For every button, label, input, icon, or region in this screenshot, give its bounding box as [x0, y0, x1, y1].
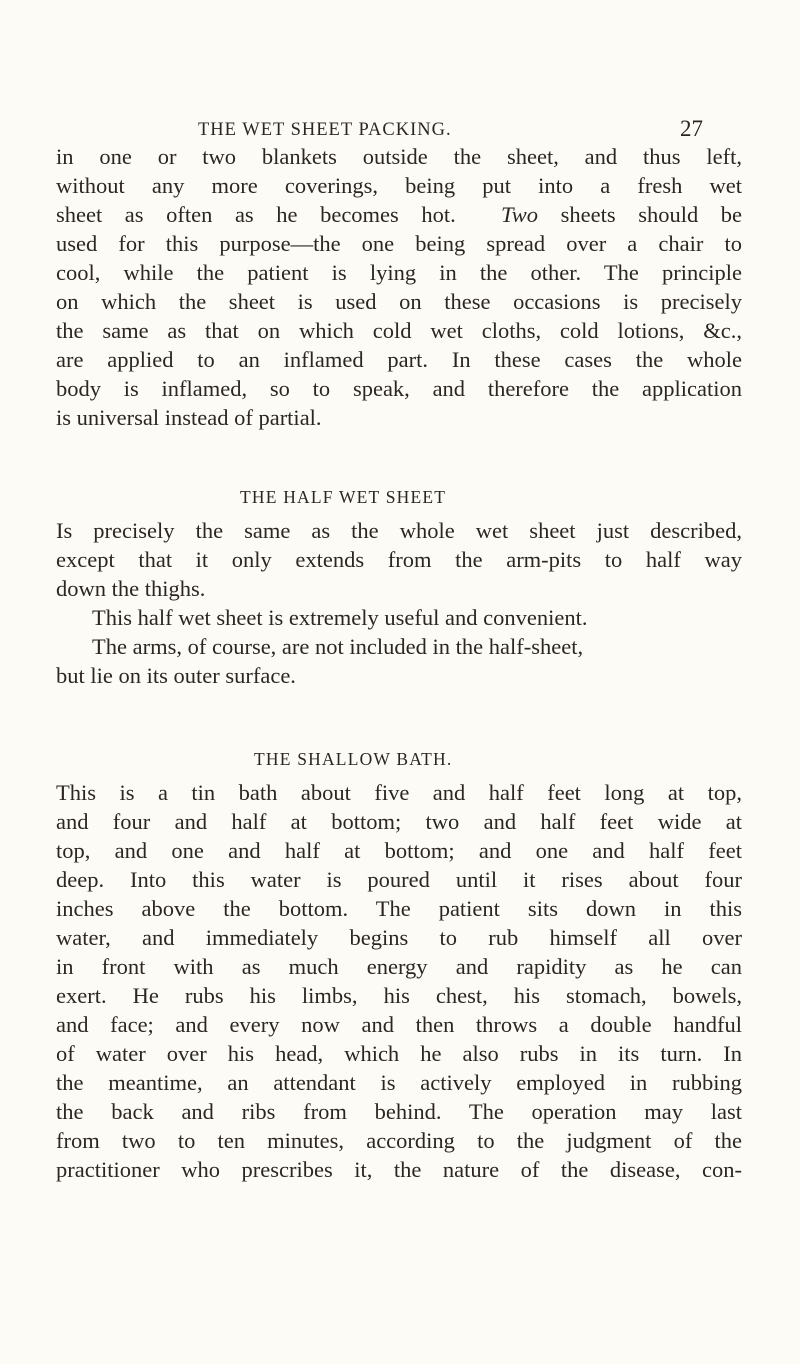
- text-line: [56, 200, 742, 229]
- text-line: used for this purpose—the one being spread over a chair to: [56, 231, 742, 256]
- text-line: This half wet sheet is extremely useful and convenient.: [92, 605, 588, 630]
- section-heading: THE HALF WET SHEET: [240, 487, 447, 507]
- text-segment: sheets should be: [560, 202, 743, 227]
- text-line: top, and one and half at bottom; and one and half feet: [56, 838, 742, 863]
- text-line: Is precisely the same as the whole wet sheet just described,: [56, 518, 742, 543]
- text-line: body is inflamed, so to speak, and therefore the application: [56, 376, 742, 401]
- text-line: and four and half at bottom; two and half feet wide at: [56, 809, 742, 834]
- text-line: exert. He rubs his limbs, his chest, his stomach, bowels,: [56, 983, 742, 1008]
- text-line: This is a tin bath about five and half feet long at top,: [56, 780, 742, 805]
- paragraph-continuation: [56, 142, 742, 432]
- text-line: without any more coverings, being put into a fresh wet: [56, 173, 742, 198]
- section-heading: THE SHALLOW BATH.: [254, 749, 453, 769]
- text-line: water, and immediately begins to rub himself all over: [56, 925, 742, 950]
- text-line: The arms, of course, are not included in the half-sheet,: [92, 634, 584, 659]
- text-line: but lie on its outer surface.: [56, 663, 296, 688]
- text-line: in front with as much energy and rapidity as he can: [56, 954, 742, 979]
- text-line: down the thighs.: [56, 576, 206, 601]
- paragraph-shallow-bath: [56, 778, 742, 1184]
- text-line: in one or two blankets outside the sheet, and thus left,: [56, 144, 742, 169]
- paragraph-half-wet-sheet: [56, 516, 742, 690]
- running-title: THE WET SHEET PACKING.: [198, 120, 452, 140]
- text-line: is universal instead of partial.: [56, 405, 322, 430]
- text-line: the meantime, an attendant is actively employed in rubbing: [56, 1070, 742, 1095]
- text-line: from two to ten minutes, according to the judgment of the: [56, 1128, 742, 1153]
- text-line: the same as that on which cold wet cloths, cold lotions, &c.,: [56, 318, 742, 343]
- text-line: of water over his head, which he also rubs in its turn. In: [56, 1041, 742, 1066]
- text-line: on which the sheet is used on these occasions is precisely: [56, 289, 742, 314]
- italic-word: Two: [500, 202, 539, 227]
- text-line: deep. Into this water is poured until it rises about four: [56, 867, 742, 892]
- text-line: and face; and every now and then throws a double handful: [56, 1012, 742, 1037]
- text-line: practitioner who prescribes it, the nature of the disease, con-: [56, 1157, 742, 1182]
- text-line: the back and ribs from behind. The operation may last: [56, 1099, 742, 1124]
- text-line: inches above the bottom. The patient sits down in this: [56, 896, 742, 921]
- text-line: cool, while the patient is lying in the other. The principle: [56, 260, 742, 285]
- page-number: 27: [680, 116, 703, 141]
- text-segment: sheet as often as he becomes hot.: [56, 202, 456, 227]
- text-line: are applied to an inflamed part. In these cases the whole: [56, 347, 742, 372]
- text-line: except that it only extends from the arm-pits to half way: [56, 547, 742, 572]
